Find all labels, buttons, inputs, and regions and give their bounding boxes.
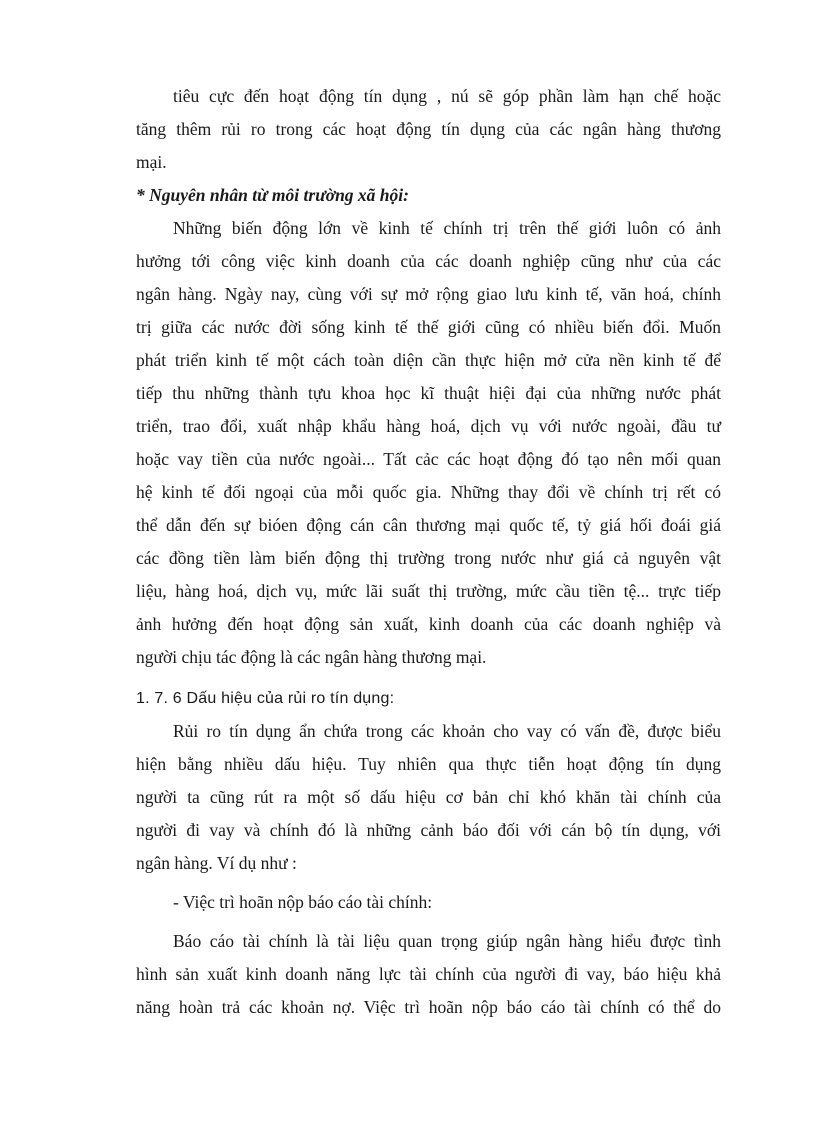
text-line: tiếp thu những thành tựu khoa học kĩ thuật hiệi đại của những nước phát bbox=[136, 383, 721, 403]
text-line: phát triển kinh tế một cách toàn diện cần thực hiện mở cửa nền kinh tế để bbox=[136, 350, 721, 370]
text-line: hệ kinh tế đối ngoại của mỗi quốc gia. Những thay đổi về chính trị rết có bbox=[136, 482, 721, 502]
text-line: ngân hàng. Ví dụ như : bbox=[136, 853, 297, 873]
text-line: người chịu tác động là các ngân hàng thương mại. bbox=[136, 647, 487, 667]
paragraph-credit-risk-signs bbox=[136, 715, 721, 880]
text-line: ngân hàng. Ngày nay, cùng với sự mở rộng giao lưu kinh tế, văn hoá, chính bbox=[136, 284, 721, 304]
paragraph-continuation bbox=[136, 80, 721, 179]
subheading-social-causes: * Nguyên nhân từ môi trường xã hội: bbox=[136, 185, 409, 205]
text-line: liệu, hàng hoá, dịch vụ, mức lãi suất thị trường, mức cầu tiền tệ... trực tiếp bbox=[136, 581, 721, 601]
bullet-item-late-reports: - Việc trì hoãn nộp báo cáo tài chính: bbox=[173, 892, 433, 912]
text-line: trị giữa các nước đời sống kinh tế thế giới cũng có nhiều biến đổi. Muốn bbox=[136, 317, 721, 337]
paragraph-social-causes bbox=[136, 212, 721, 674]
text-line: thể dẫn đến sự bióen động cán cân thương mại quốc tế, tỷ giá hối đoái giá bbox=[136, 515, 721, 535]
section-heading-credit-risk-signs: 1. 7. 6 Dấu hiệu của rủi ro tín dụng: bbox=[136, 690, 395, 707]
paragraph-financial-reports bbox=[136, 925, 721, 1024]
text-line: hoặc vay tiền của nước ngoài... Tất cảc các hoạt động đó tạo nên mối quan bbox=[136, 449, 721, 469]
text-line: các đồng tiền làm biến động thị trường trong nước như giá cả nguyên vật bbox=[136, 548, 721, 568]
document-page bbox=[136, 80, 721, 1024]
text-line: triển, trao đổi, xuất nhập khẩu hàng hoá, dịch vụ với nước ngoài, đầu tư bbox=[136, 416, 721, 436]
text-line: mại. bbox=[136, 152, 167, 172]
text-line: hình sản xuất kinh doanh năng lực tài chính của người đi vay, báo hiệu khả bbox=[136, 964, 721, 984]
text-line: ảnh hưởng đến hoạt động sản xuất, kinh doanh của các doanh nghiệp và bbox=[136, 614, 721, 634]
text-line: tiêu cực đến hoạt động tín dụng , nú sẽ góp phần làm hạn chế hoặc bbox=[173, 86, 721, 106]
text-line: Rủi ro tín dụng ẩn chứa trong các khoản cho vay có vấn đề, được biểu bbox=[173, 721, 721, 741]
text-line: người đi vay và chính đó là những cảnh báo đối với cán bộ tín dụng, với bbox=[136, 820, 721, 840]
text-line: Những biến động lớn về kinh tế chính trị trên thế giới luôn có ảnh bbox=[173, 218, 721, 238]
text-line: hiện bằng nhiều dấu hiệu. Tuy nhiên qua thực tiễn hoạt động tín dụng bbox=[136, 754, 721, 774]
text-line: hưởng tới công việc kinh doanh của các doanh nghiệp cũng như của các bbox=[136, 251, 721, 271]
text-line: năng hoàn trả các khoản nợ. Việc trì hoãn nộp báo cáo tài chính có thể do bbox=[136, 997, 721, 1017]
text-line: tăng thêm rủi ro trong các hoạt động tín dụng của các ngân hàng thương bbox=[136, 119, 721, 139]
text-line: người ta cũng rút ra một số dấu hiệu cơ bản chỉ khó khăn tài chính của bbox=[136, 787, 721, 807]
text-line: Báo cáo tài chính là tài liệu quan trọng giúp ngân hàng hiểu được tình bbox=[173, 931, 721, 951]
